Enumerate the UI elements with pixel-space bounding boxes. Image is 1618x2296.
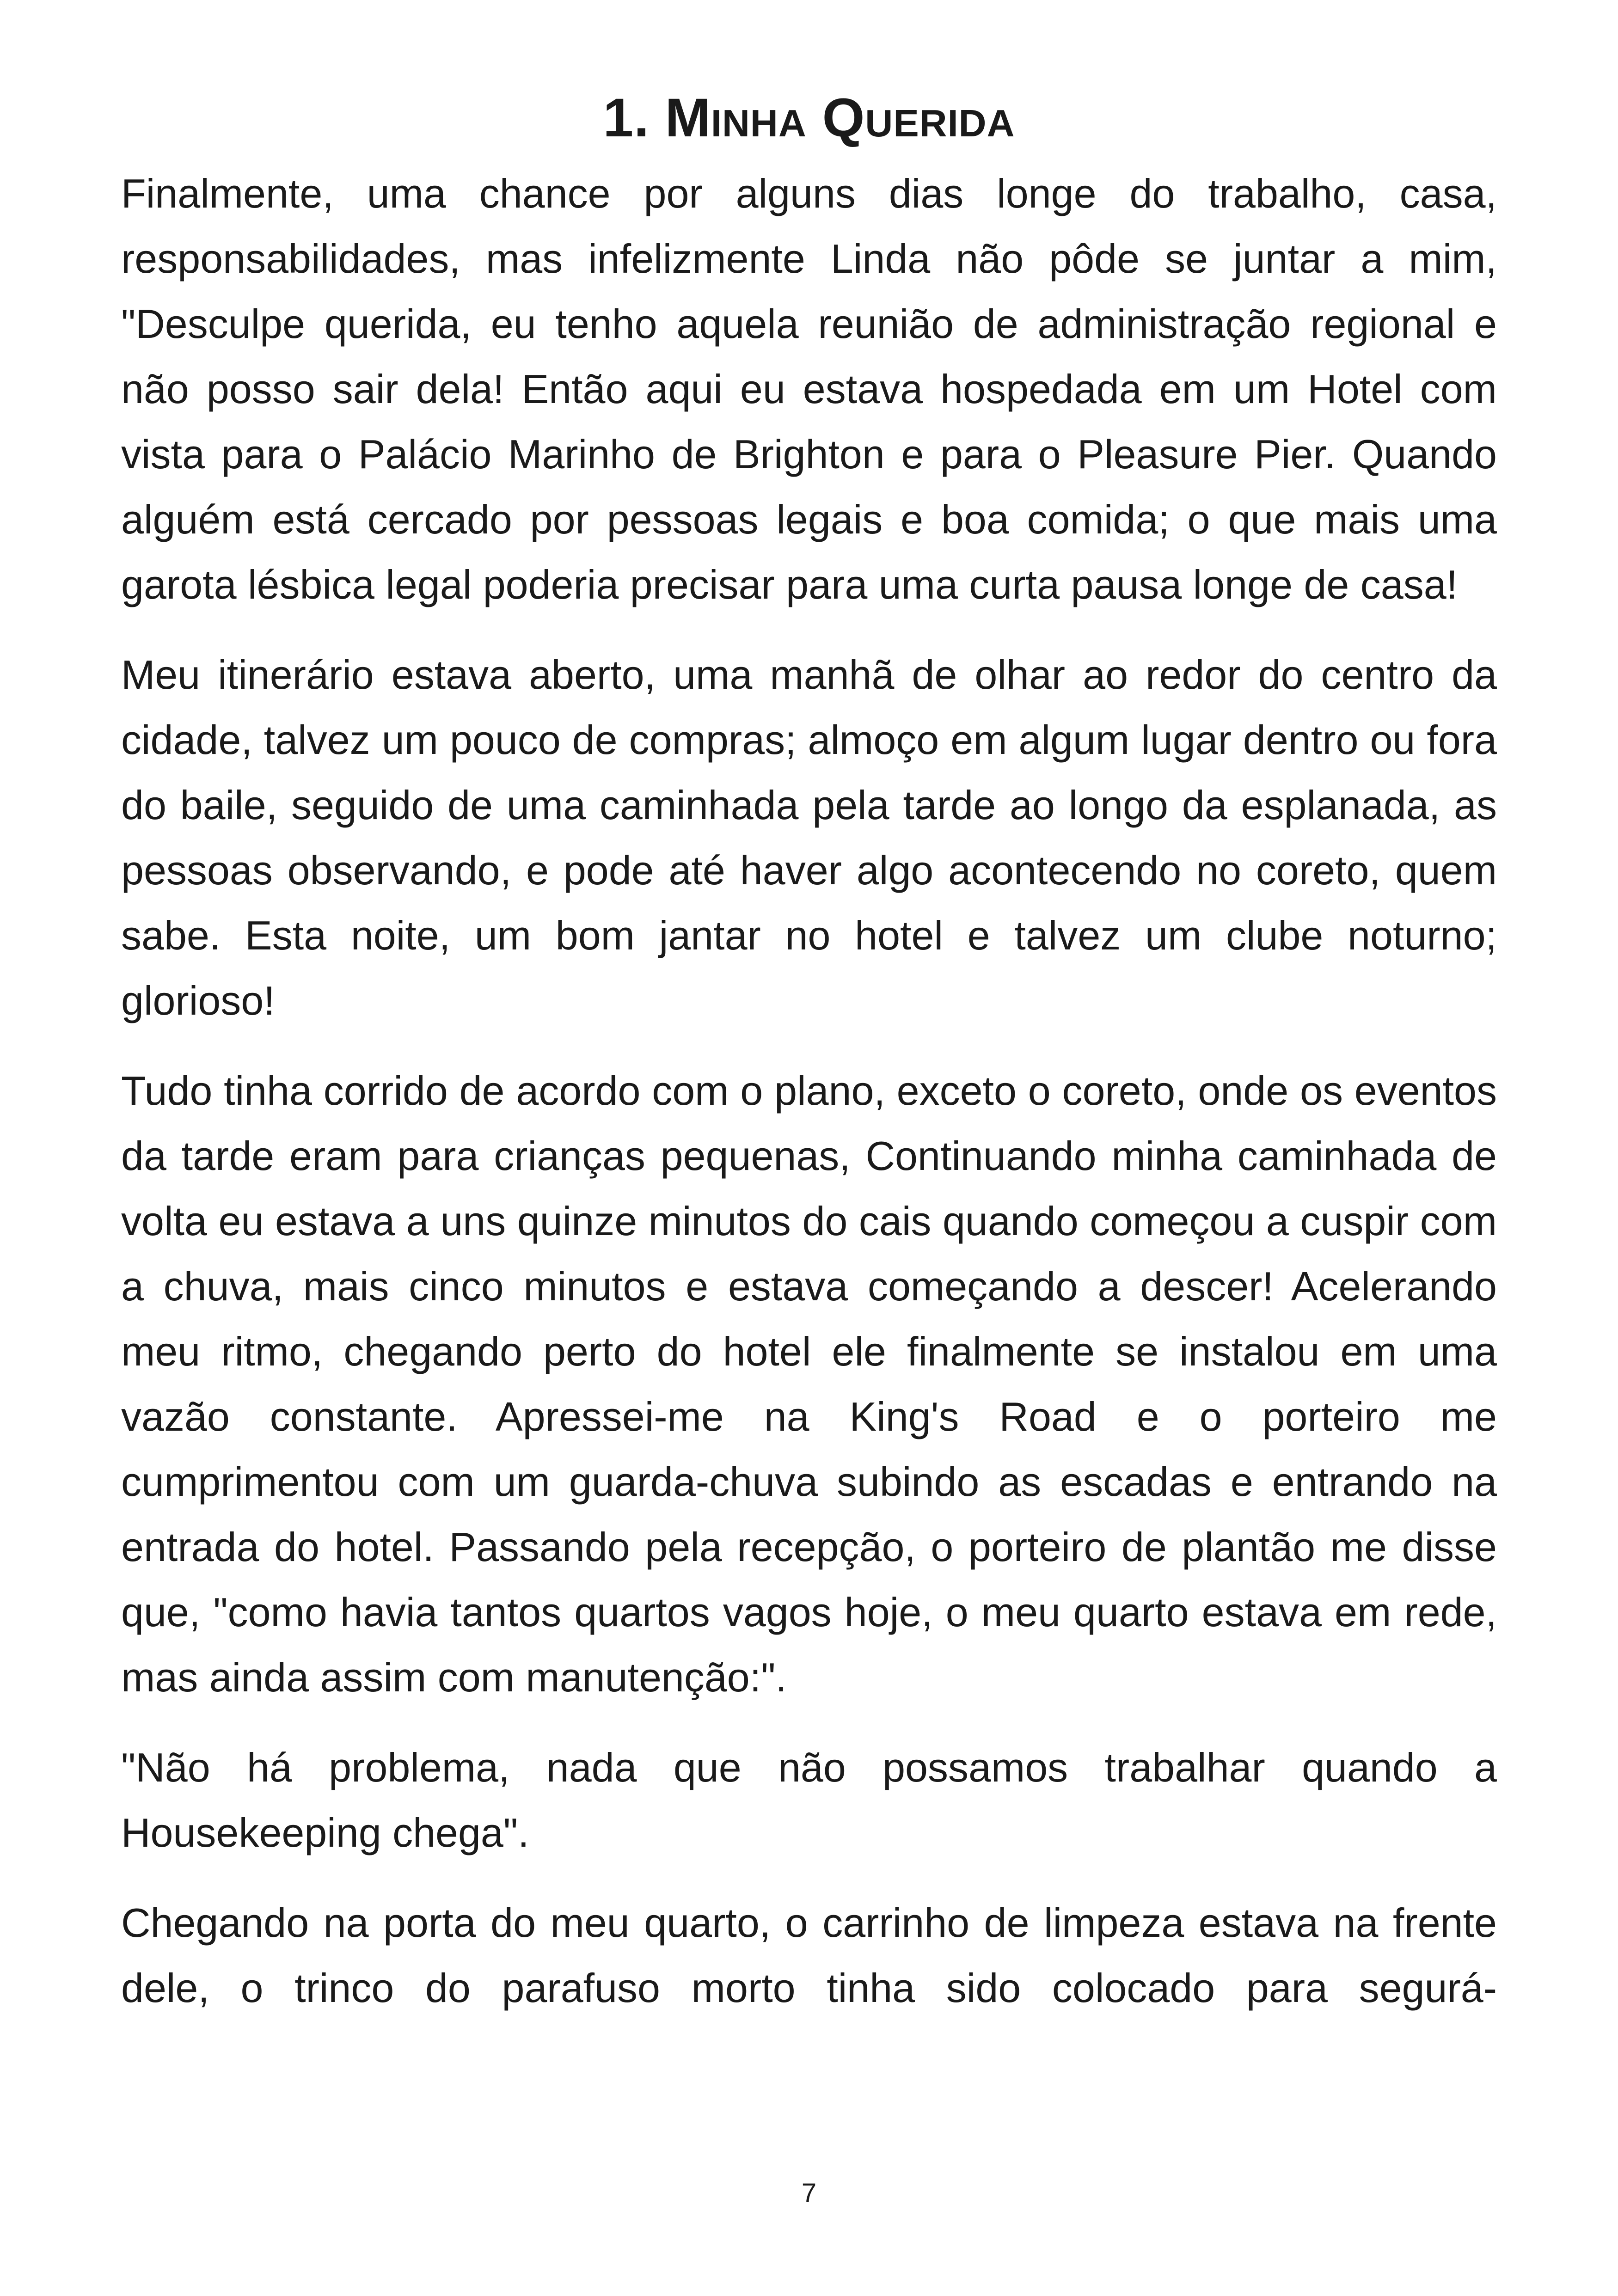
- paragraph-2: Meu itinerário estava aberto, uma manhã de olhar ao redor do centro da cidade, talvez um pouco de compras; almoço em algum lugar dentro ou fora do baile, seguido de uma caminhada pela tarde ao longo da esplanada, as pessoas observando, e pode até haver algo acontecendo no coreto, quem sabe. Esta noite, um bom jantar no hotel e talvez um clube noturno; glorioso!: [121, 652, 1497, 1023]
- paragraph-1: Finalmente, uma chance por alguns dias longe do trabalho, casa, responsabilidades, mas infelizmente Linda não pôde se juntar a mim, "Desculpe querida, eu tenho aquela reunião de administração regional e não posso sair dela! Então aqui eu estava hospedada em um Hotel com vista para o Palácio Marinho de Brighton e para o Pleasure Pier. Quando alguém está cercado por pessoas legais e boa comida; o que mais uma garota lésbica legal poderia precisar para uma curta pausa longe de casa!: [121, 171, 1497, 607]
- chapter-title: 1. Minha Querida: [603, 87, 1015, 148]
- book-page: [121, 79, 1497, 2020]
- paragraph-4: "Não há problema, nada que não possamos trabalhar quando a Housekeeping chega".: [121, 1745, 1497, 1855]
- paragraph-3: Tudo tinha corrido de acordo com o plano, exceto o coreto, onde os eventos da tarde eram para crianças pequenas, Continuando minha caminhada de volta eu estava a uns quinze minutos do cais quando começou a cuspir com a chuva, mais cinco minutos e estava começando a descer! Acelerando meu ritmo, chegando perto do hotel ele finalmente se instalou em uma vazão constante. Apressei-me na King's Road e o porteiro me cumprimentou com um guarda-chuva subindo as escadas e entrando na entrada do hotel. Passando pela recepção, o porteiro de plantão me disse que, "como havia tantos quartos vagos hoje, o meu quarto estava em rede, mas ainda assim com manutenção:".: [121, 1068, 1497, 1700]
- page-number: 7: [801, 2178, 817, 2208]
- paragraph-5: Chegando na porta do meu quarto, o carrinho de limpeza estava na frente dele, o trinco do parafuso morto tinha sido colocado para segurá-: [121, 1900, 1497, 2011]
